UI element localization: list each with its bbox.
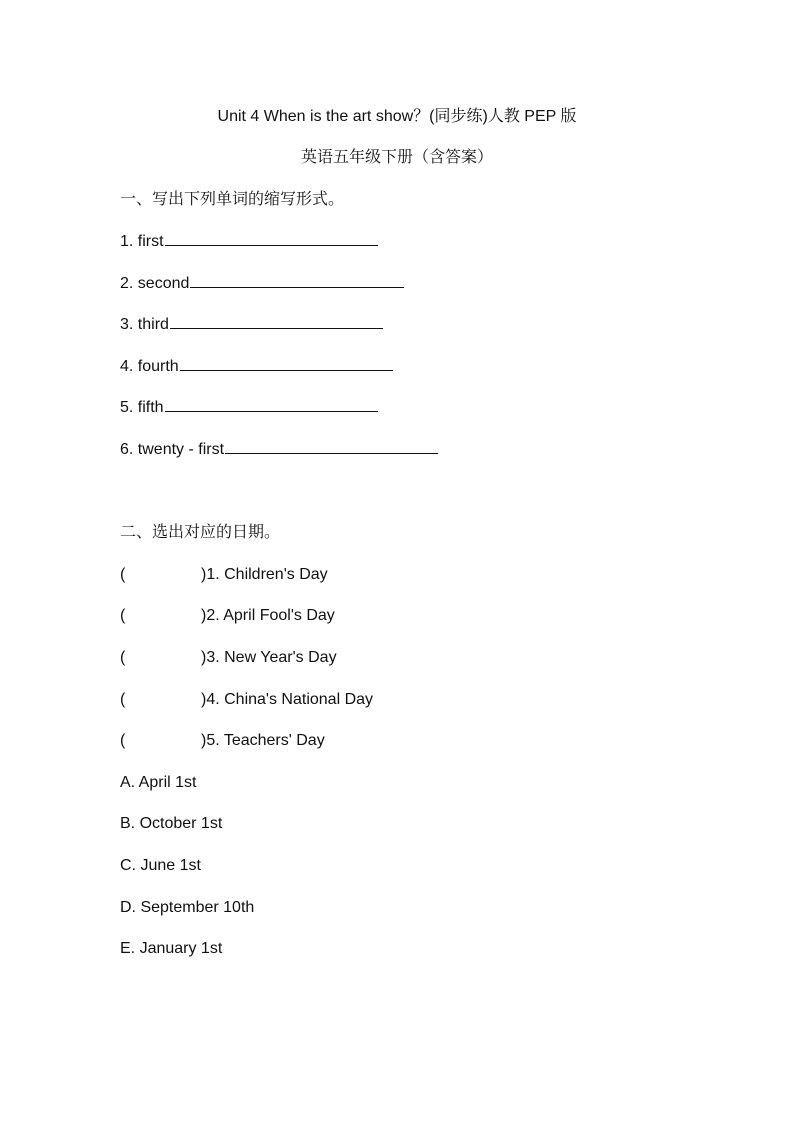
answer-parenthesis-5[interactable]: ( xyxy=(120,732,126,749)
question-text-4: )4. China's National Day xyxy=(201,691,374,708)
abbreviation-item-1 xyxy=(120,231,378,253)
abbreviation-word-6: 6. twenty - first xyxy=(120,441,225,458)
worksheet-title: Unit 4 When is the art show？(同步练)人教 PEP 版 xyxy=(217,108,577,125)
abbreviation-word-3: 3. third xyxy=(120,316,169,333)
section-2-heading: 二、选出对应的日期。 xyxy=(120,524,281,541)
date-option-e: E. January 1st xyxy=(120,940,223,957)
abbreviation-item-2 xyxy=(120,273,404,295)
answer-blank-4[interactable] xyxy=(180,356,393,371)
matching-question-5 xyxy=(120,730,520,752)
answer-parenthesis-4[interactable]: ( xyxy=(120,691,126,708)
date-option-b: B. October 1st xyxy=(120,815,223,832)
abbreviation-item-3 xyxy=(120,314,383,336)
matching-question-3 xyxy=(120,647,520,669)
answer-parenthesis-2[interactable]: ( xyxy=(120,607,126,624)
abbreviation-item-4 xyxy=(120,356,393,378)
question-text-2: )2. April Fool's Day xyxy=(201,607,335,624)
question-text-3: )3. New Year's Day xyxy=(201,649,337,666)
question-text-5: )5. Teachers' Day xyxy=(201,732,325,749)
matching-question-4 xyxy=(120,689,520,711)
answer-blank-3[interactable] xyxy=(170,314,383,329)
abbreviation-word-2: 2. second xyxy=(120,275,190,292)
answer-parenthesis-3[interactable]: ( xyxy=(120,649,126,666)
question-text-1: )1. Children's Day xyxy=(201,566,328,583)
matching-question-2 xyxy=(120,605,520,627)
answer-parenthesis-1[interactable]: ( xyxy=(120,566,126,583)
matching-question-1 xyxy=(120,564,520,586)
date-option-a: A. April 1st xyxy=(120,774,197,791)
date-option-c: C. June 1st xyxy=(120,857,201,874)
answer-blank-6[interactable] xyxy=(225,439,438,454)
answer-blank-1[interactable] xyxy=(165,231,378,246)
worksheet-subtitle: 英语五年级下册（含答案） xyxy=(300,149,493,166)
answer-blank-2[interactable] xyxy=(190,273,404,288)
abbreviation-word-5: 5. fifth xyxy=(120,399,164,416)
abbreviation-item-5 xyxy=(120,397,378,419)
date-option-d: D. September 10th xyxy=(120,899,255,916)
abbreviation-word-1: 1. first xyxy=(120,233,164,250)
answer-blank-5[interactable] xyxy=(165,397,378,412)
abbreviation-item-6 xyxy=(120,439,438,461)
section-1-heading: 一、写出下列单词的缩写形式。 xyxy=(120,191,345,208)
abbreviation-word-4: 4. fourth xyxy=(120,358,179,375)
